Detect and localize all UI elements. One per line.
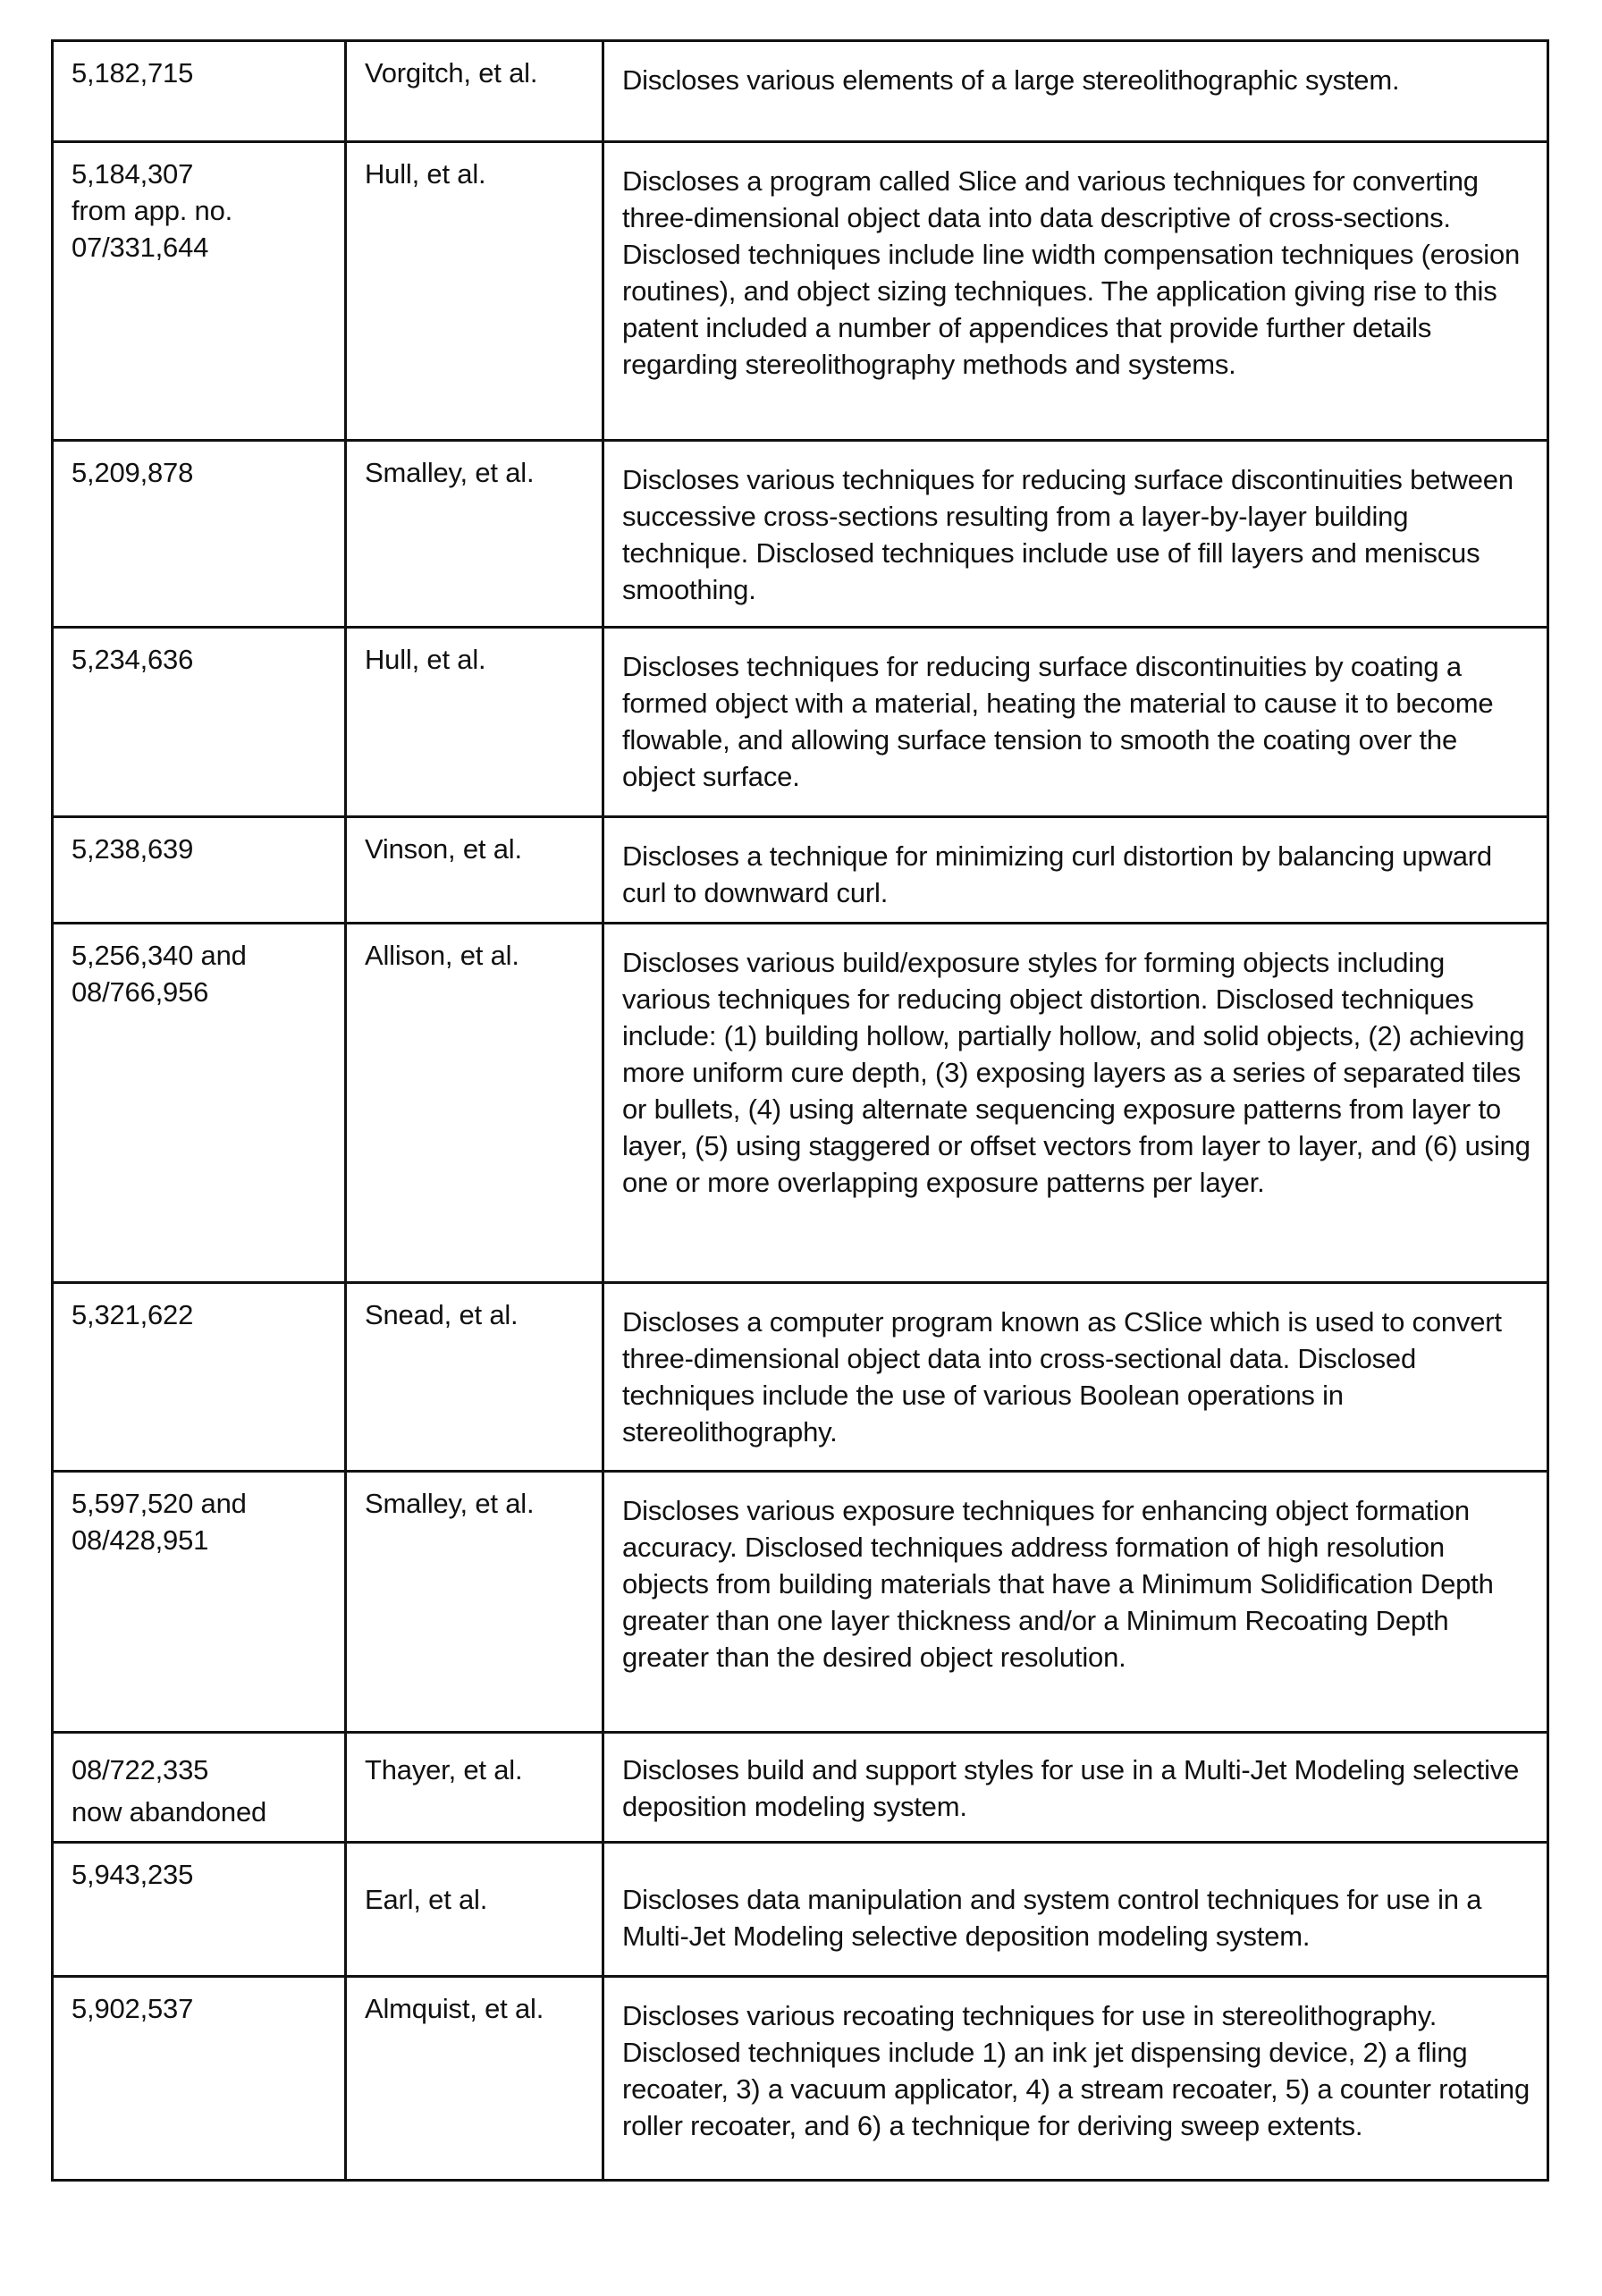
patent-number-cell xyxy=(53,142,346,441)
description-text: Discloses various build/exposure styles for forming objects including various techniques for reducing object distortion. Disclosed techniques include: (1) building hollow, partially hollow, and solid objects, (2) achieving more uniform cure depth, (3) exposing layers as a series of separated tiles or bullets, (4) using alternate sequencing exposure patterns from layer to layer, (5) using staggered or offset vectors from layer to layer, and (6) using one or more overlapping exposure patterns per layer. xyxy=(622,947,1530,1198)
inventor-name: Vorgitch, et al. xyxy=(365,57,538,89)
table-row xyxy=(53,628,1548,817)
patent-number-cell xyxy=(53,1977,346,2181)
patent-number-cell xyxy=(53,1733,346,1843)
patent-number: 5,238,639 xyxy=(72,833,194,865)
inventor-cell xyxy=(346,1472,603,1733)
patent-number-cell xyxy=(53,1472,346,1733)
patent-number-cell xyxy=(53,817,346,924)
patent-number: 5,209,878 xyxy=(72,457,194,488)
table-row xyxy=(53,41,1548,142)
inventor-name: Allison, et al. xyxy=(365,940,519,971)
patent-number: 5,182,715 xyxy=(72,57,194,89)
description-cell xyxy=(603,142,1548,441)
description-cell xyxy=(603,441,1548,628)
inventor-name: Almquist, et al. xyxy=(365,1993,544,2024)
application-number: 08/428,951 xyxy=(72,1524,209,1556)
inventor-cell xyxy=(346,817,603,924)
inventor-cell xyxy=(346,41,603,142)
table-row xyxy=(53,817,1548,924)
application-number: 08/722,335 xyxy=(72,1754,209,1785)
inventor-cell xyxy=(346,1283,603,1472)
patent-number-cell xyxy=(53,1843,346,1977)
patent-reference-table xyxy=(51,39,1549,2182)
description-text: Discloses techniques for reducing surface discontinuities by coating a formed object with a material, heating the material to cause it to become flowable, and allowing surface tension to smooth the coating over the object surface. xyxy=(622,651,1494,792)
description-cell xyxy=(603,1472,1548,1733)
description-cell xyxy=(603,817,1548,924)
inventor-cell xyxy=(346,142,603,441)
patent-number-note: from app. no. xyxy=(72,195,233,226)
patent-number-cell xyxy=(53,628,346,817)
patent-number: 5,597,520 and xyxy=(72,1488,247,1519)
patent-number: 5,321,622 xyxy=(72,1299,194,1330)
inventor-name: Vinson, et al. xyxy=(365,833,522,865)
patent-number: 5,902,537 xyxy=(72,1993,194,2024)
description-cell xyxy=(603,1977,1548,2181)
inventor-cell xyxy=(346,441,603,628)
patent-number-cell xyxy=(53,1283,346,1472)
description-text: Discloses data manipulation and system control techniques for use in a Multi-Jet Modeling selective deposition modeling system. xyxy=(622,1884,1482,1952)
application-status: now abandoned xyxy=(72,1796,267,1828)
patent-number: 5,943,235 xyxy=(72,1859,194,1890)
inventor-name: Snead, et al. xyxy=(365,1299,519,1330)
description-cell xyxy=(603,1733,1548,1843)
table-row xyxy=(53,924,1548,1283)
description-text: Discloses a program called Slice and various techniques for converting three-dimensional object data into data descriptive of cross-sections. Disclosed techniques include line width compensation techniques (erosion routines), and object sizing techniques. The application giving rise to this patent included a number of appendices that provide further details regarding stereolithography methods and systems. xyxy=(622,165,1521,380)
description-text: Discloses a computer program known as CSlice which is used to convert three-dimensional object data into cross-sectional data. Disclosed techniques include the use of various Boolean operations in stereolithography. xyxy=(622,1306,1502,1448)
application-number: 08/766,956 xyxy=(72,976,209,1008)
description-text: Discloses a technique for minimizing curl distortion by balancing upward curl to downward curl. xyxy=(622,840,1492,908)
patent-number-cell xyxy=(53,441,346,628)
inventor-name: Smalley, et al. xyxy=(365,1488,535,1519)
patent-number: 5,256,340 and xyxy=(72,940,247,971)
inventor-name: Hull, et al. xyxy=(365,158,486,190)
table-row xyxy=(53,142,1548,441)
description-cell xyxy=(603,1283,1548,1472)
description-text: Discloses various elements of a large stereolithographic system. xyxy=(622,64,1400,96)
table-row xyxy=(53,441,1548,628)
inventor-name: Hull, et al. xyxy=(365,644,486,675)
inventor-name: Thayer, et al. xyxy=(365,1754,523,1785)
inventor-cell xyxy=(346,1733,603,1843)
patent-number-cell xyxy=(53,41,346,142)
inventor-cell xyxy=(346,628,603,817)
patent-number: 5,234,636 xyxy=(72,644,194,675)
description-cell xyxy=(603,628,1548,817)
table-row xyxy=(53,1733,1548,1843)
patent-number: 5,184,307 xyxy=(72,158,194,190)
document-page xyxy=(51,39,1547,2182)
inventor-cell xyxy=(346,924,603,1283)
description-cell xyxy=(603,924,1548,1283)
inventor-cell xyxy=(346,1843,603,1977)
table-row xyxy=(53,1283,1548,1472)
table-row xyxy=(53,1843,1548,1977)
patent-number-cell xyxy=(53,924,346,1283)
inventor-name: Earl, et al. xyxy=(365,1884,488,1915)
application-number: 07/331,644 xyxy=(72,232,209,263)
description-text: Discloses various exposure techniques for enhancing object formation accuracy. Disclosed techniques address formation of high resolution objects from building materials that have a Minimum Solidification Depth greater than one layer thickness and/or a Minimum Recoating Depth greater than the desired object resolution. xyxy=(622,1495,1494,1673)
description-text: Discloses various techniques for reducing surface discontinuities between successive cross-sections resulting from a layer-by-layer building technique. Disclosed techniques include use of fill layers and meniscus smoothing. xyxy=(622,464,1513,605)
table-row xyxy=(53,1472,1548,1733)
inventor-name: Smalley, et al. xyxy=(365,457,535,488)
description-cell xyxy=(603,1843,1548,1977)
description-text: Discloses various recoating techniques for use in stereolithography. Disclosed techniques include 1) an ink jet dispensing device, 2) a fling recoater, 3) a vacuum applicator, 4) a stream recoater, 5) a counter rotating roller recoater, and 6) a technique for deriving sweep extents. xyxy=(622,2000,1530,2141)
inventor-cell xyxy=(346,1977,603,2181)
description-cell xyxy=(603,41,1548,142)
description-text: Discloses build and support styles for use in a Multi-Jet Modeling selective deposition modeling system. xyxy=(622,1754,1520,1822)
table-row xyxy=(53,1977,1548,2181)
